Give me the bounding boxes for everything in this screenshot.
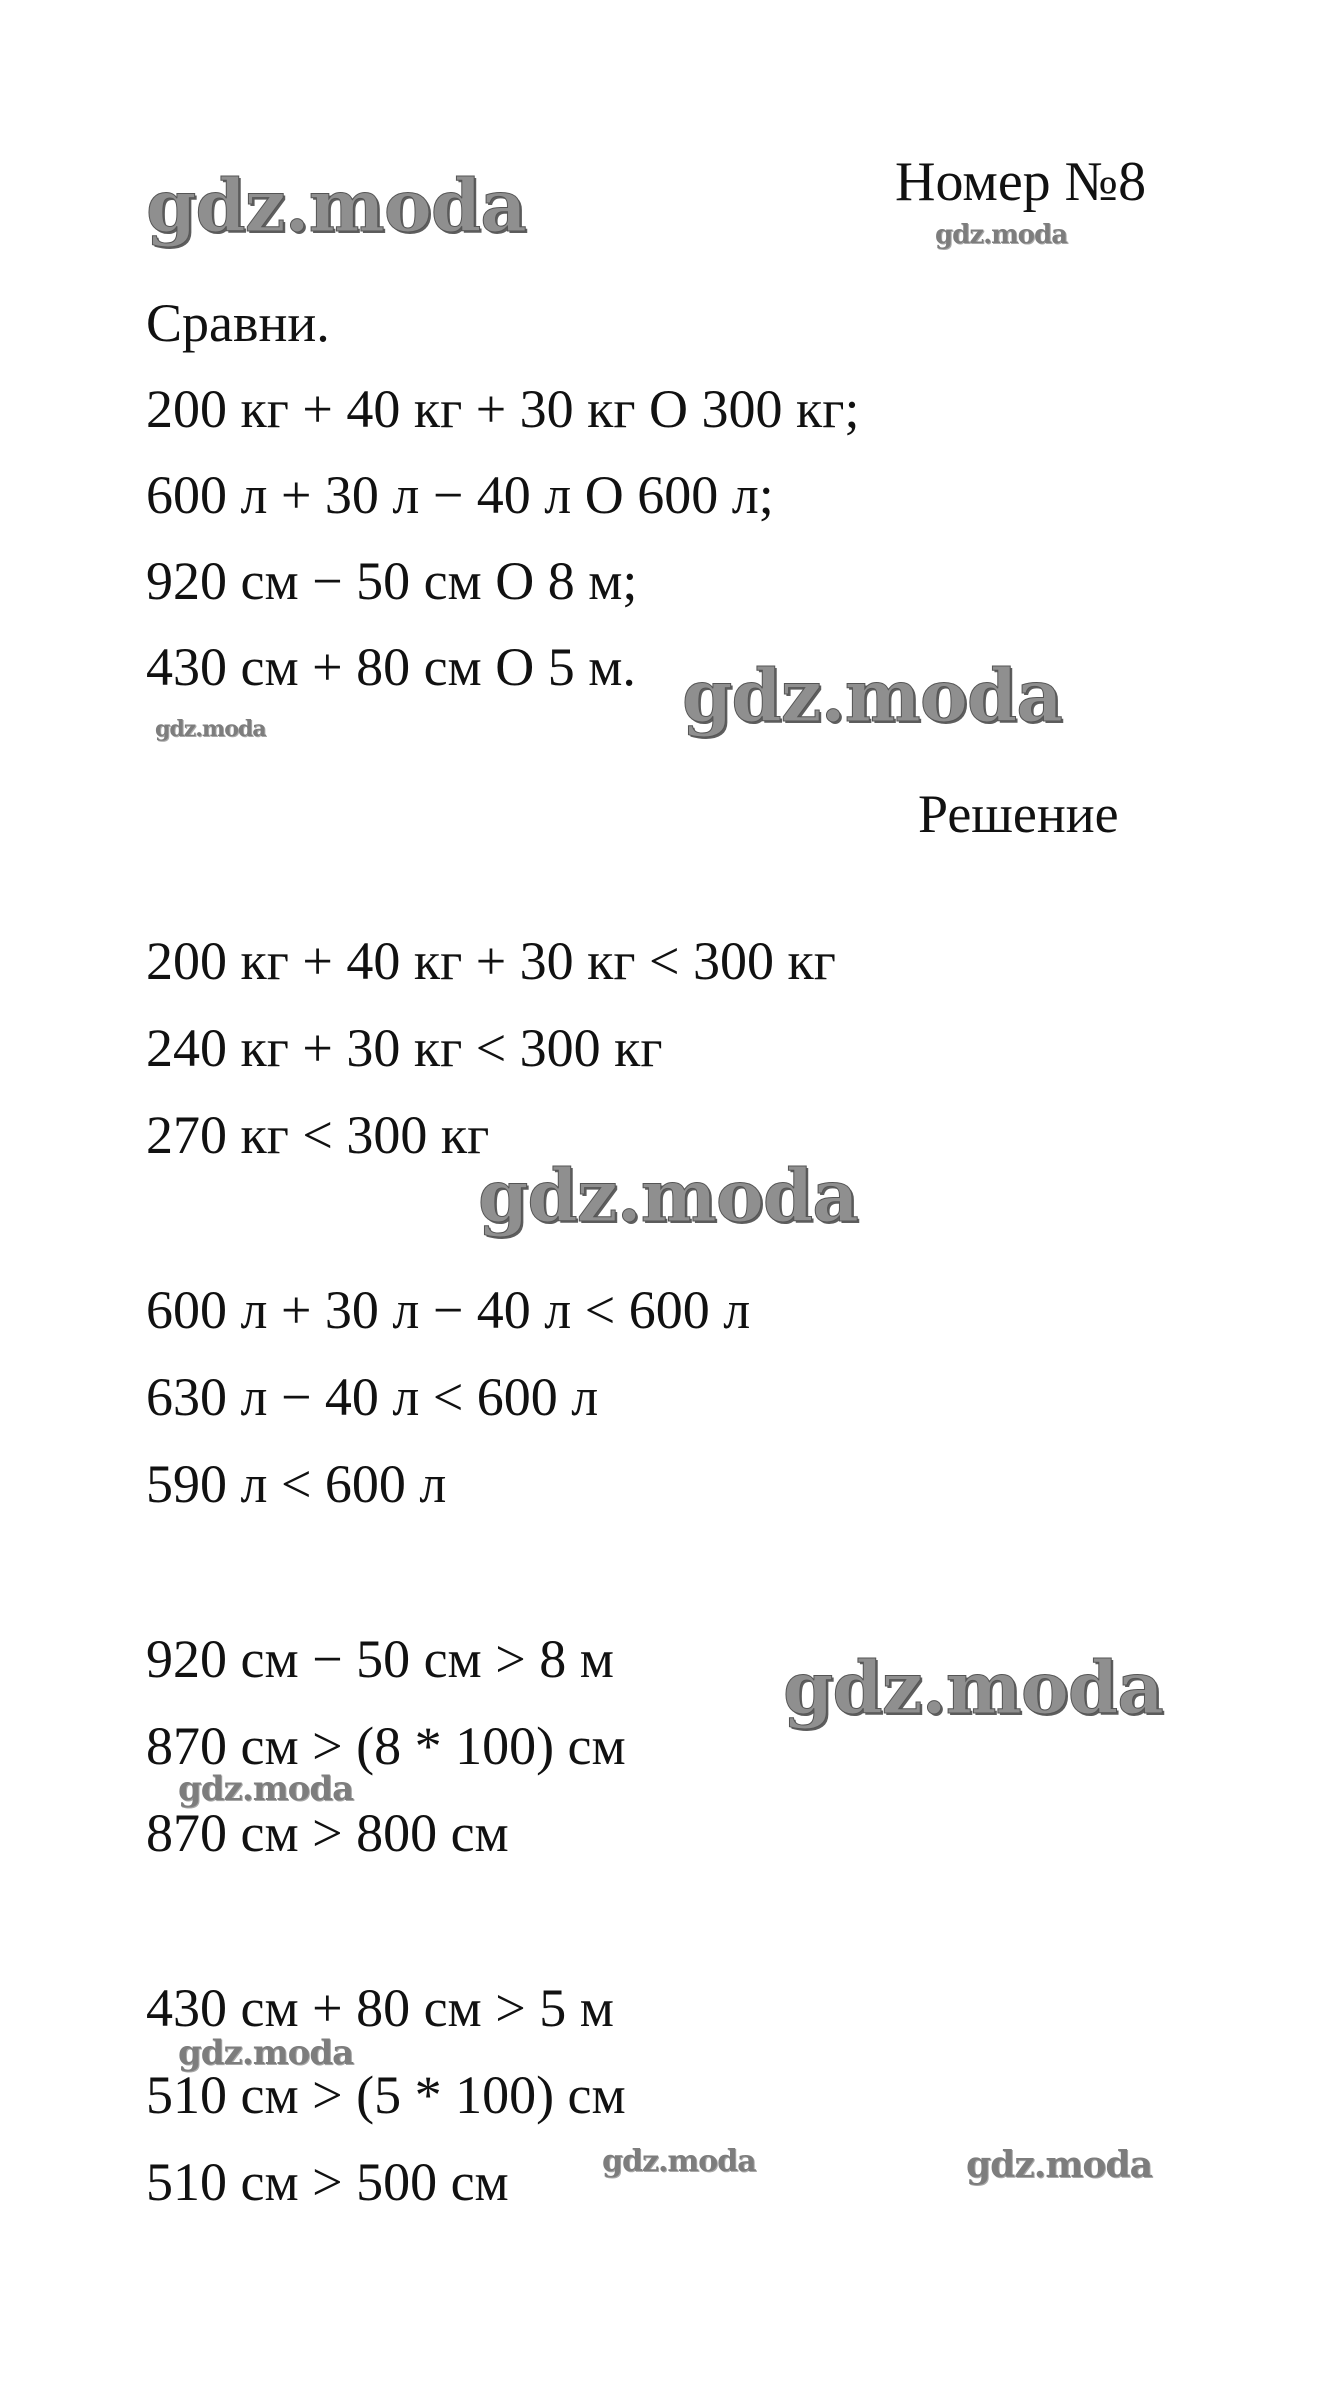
watermark-logo: gdz.moda [682,653,1062,738]
solution-line: 590 л < 600 л [146,1454,447,1514]
solution-line: 270 кг < 300 кг [146,1105,490,1165]
task-line: 200 кг + 40 кг + 30 кг О 300 кг; [146,379,860,439]
watermark-logo: gdz.moda [783,1645,1163,1730]
solution-line: 510 см > 500 см [146,2152,509,2212]
solution-line: 430 см + 80 см > 5 м [146,1978,614,2038]
watermark-logo: gdz.moda [178,2033,354,2073]
solution-line: 920 см − 50 см > 8 м [146,1629,614,1689]
watermark-logo: gdz.moda [602,2144,756,2179]
solution-heading: Решение [918,784,1119,844]
watermark-logo: gdz.moda [178,1769,354,1809]
solution-line: 630 л − 40 л < 600 л [146,1367,599,1427]
page-title: Номер №8 [895,151,1147,213]
watermark-logo: gdz.moda [146,163,526,248]
task-line: 600 л + 30 л − 40 л О 600 л; [146,465,774,525]
task-line: 430 см + 80 см О 5 м. [146,637,636,697]
solution-line: 870 см > 800 см [146,1803,509,1863]
solution-line: 510 см > (5 * 100) см [146,2065,626,2125]
watermark-logo: gdz.moda [966,2144,1152,2186]
watermark-logo: gdz.moda [935,220,1068,250]
solution-line: 200 кг + 40 кг + 30 кг < 300 кг [146,931,836,991]
solution-line: 240 кг + 30 кг < 300 кг [146,1018,663,1078]
solution-line: 870 см > (8 * 100) см [146,1716,626,1776]
watermark-logo: gdz.moda [478,1153,858,1238]
solution-line: 600 л + 30 л − 40 л < 600 л [146,1280,751,1340]
task-prompt: Сравни. [146,293,330,353]
watermark-logo: gdz.moda [155,716,266,742]
task-line: 920 см − 50 см О 8 м; [146,551,638,611]
